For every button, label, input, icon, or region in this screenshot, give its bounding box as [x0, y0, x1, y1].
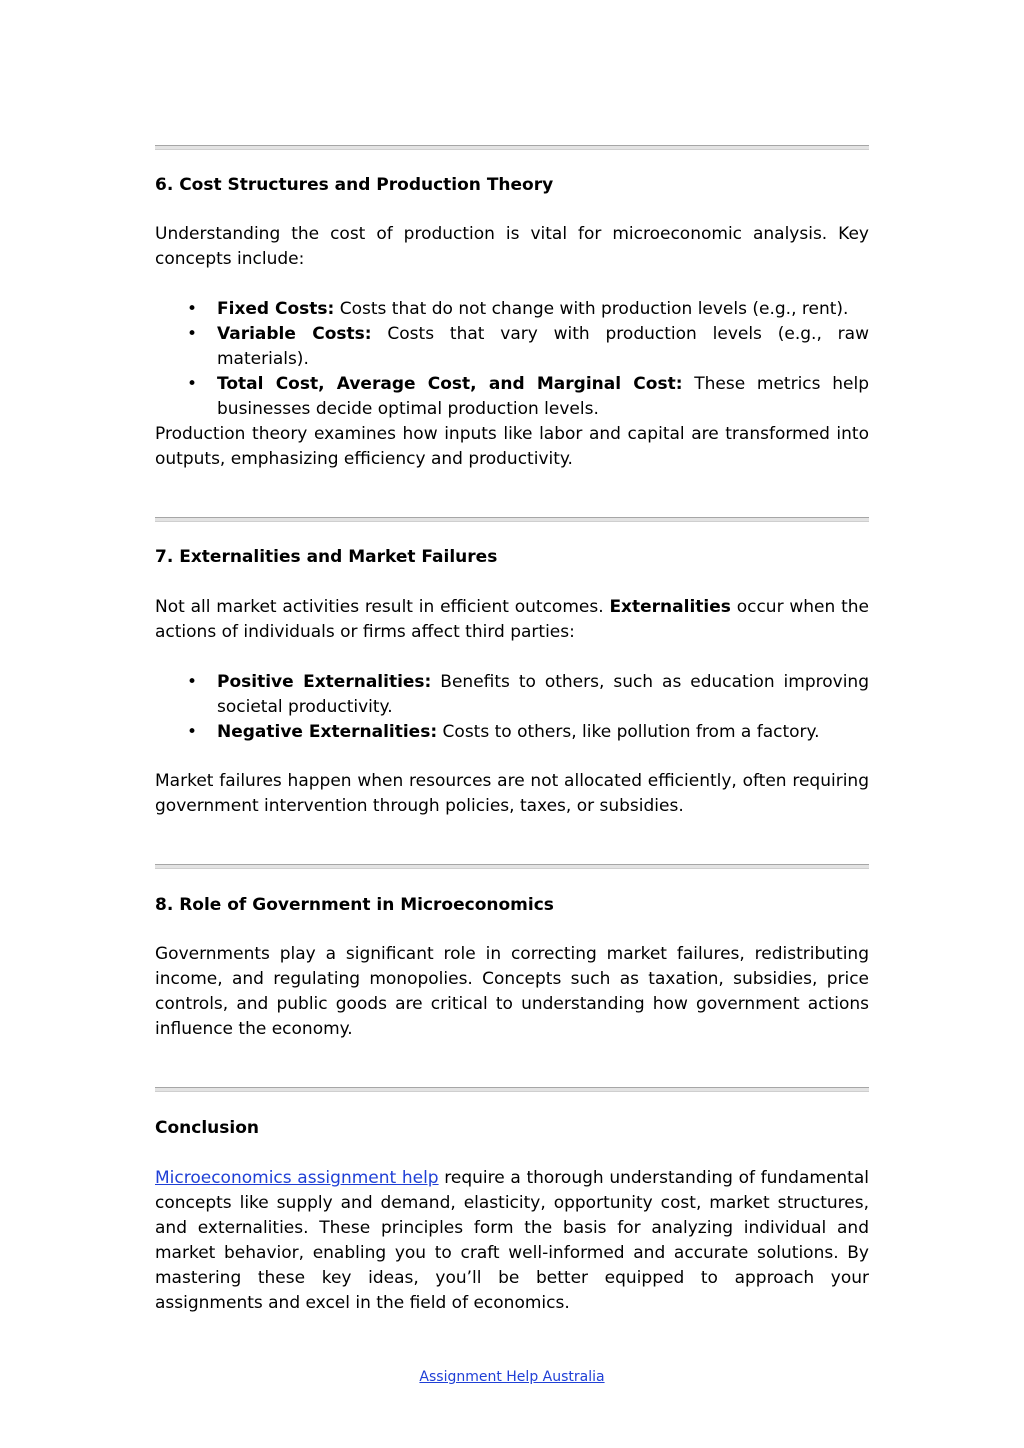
- bullet-term: Positive Externalities:: [217, 672, 432, 692]
- horizontal-rule: [155, 864, 869, 869]
- conclusion-body: [155, 1166, 869, 1316]
- section-7-closing: Market failures happen when resources are not allocated efficiently, often requiring government intervention through policies, taxes, or subsidies.: [155, 771, 869, 816]
- bullet-icon: •: [187, 324, 198, 344]
- list-item: [155, 720, 869, 745]
- section-8: [155, 893, 869, 918]
- list-item: [155, 297, 869, 322]
- section-6-heading: 6. Cost Structures and Production Theory: [155, 175, 554, 195]
- section-7-intro: [155, 595, 869, 645]
- bullet-text: Costs to others, like pollution from a factory.: [437, 722, 820, 742]
- intro-text: Not all market activities result in efficient outcomes.: [155, 597, 610, 617]
- horizontal-rule: [155, 145, 869, 150]
- section-6-intro: Understanding the cost of production is vital for microeconomic analysis. Key concepts include:: [155, 224, 869, 269]
- section-7-bullets-wrap: [155, 670, 869, 745]
- bullet-text: Costs that vary with production levels (e.g., raw materials).: [217, 324, 869, 369]
- bullet-term: Negative Externalities:: [217, 722, 438, 742]
- conclusion-heading: Conclusion: [155, 1118, 259, 1138]
- section-7-intro-wrap: [155, 595, 869, 645]
- bullet-icon: •: [187, 374, 198, 394]
- section-8-body-wrap: [155, 942, 869, 1042]
- list-item: [155, 322, 869, 372]
- bullet-icon: •: [187, 672, 198, 692]
- section-6-closing: Production theory examines how inputs like labor and capital are transformed into outputs, emphasizing efficiency and productivity.: [155, 424, 869, 469]
- bullet-icon: •: [187, 299, 198, 319]
- section-7-closing-wrap: [155, 769, 869, 819]
- list-item: [155, 670, 869, 720]
- horizontal-rule: [155, 1087, 869, 1092]
- microeconomics-assignment-help-link[interactable]: Microeconomics assignment help: [155, 1168, 439, 1188]
- horizontal-rule: [155, 517, 869, 522]
- section-8-body: Governments play a significant role in correcting market failures, redistributing income, and regulating monopolies. Concepts such as taxation, subsidies, price controls, and public goods are critical to understanding how government actions influence the economy.: [155, 944, 869, 1039]
- bullet-icon: •: [187, 722, 198, 742]
- intro-text: occur when the actions of individuals or firms affect third parties:: [155, 597, 869, 642]
- bullet-term: Fixed Costs:: [217, 299, 335, 319]
- section-8-heading: 8. Role of Government in Microeconomics: [155, 895, 554, 915]
- conclusion-text: require a thorough understanding of fundamental concepts like supply and demand, elasticity, opportunity cost, market structures, and externalities. These principles form the basis for analyzing individual and market behavior, enabling you to craft well-informed and accurate solutions. By mastering these key ideas, you’ll be better equipped to approach your assignments and excel in the field of economics.: [155, 1168, 869, 1313]
- bullet-text: Benefits to others, such as education improving societal productivity.: [217, 672, 869, 717]
- section-6-intro-wrap: [155, 222, 869, 272]
- conclusion-section: [155, 1116, 869, 1141]
- section-7-bullet-list: [155, 670, 869, 745]
- intro-bold-term: Externalities: [609, 597, 731, 617]
- bullet-text: These metrics help businesses decide optimal production levels.: [217, 374, 869, 419]
- section-6-bullets-wrap: [155, 297, 869, 422]
- section-6-closing-wrap: [155, 422, 869, 472]
- bullet-term: Total Cost, Average Cost, and Marginal Cost:: [217, 374, 683, 394]
- section-6-bullet-list: [155, 297, 869, 422]
- conclusion-body-wrap: [155, 1166, 869, 1316]
- bullet-text: Costs that do not change with production levels (e.g., rent).: [334, 299, 849, 319]
- bullet-term: Variable Costs:: [217, 324, 372, 344]
- list-item: [155, 372, 869, 422]
- section-7-heading: 7. Externalities and Market Failures: [155, 547, 498, 567]
- footer-link[interactable]: Assignment Help Australia: [419, 1369, 605, 1385]
- section-6: [155, 173, 869, 198]
- page-footer: [0, 1367, 1024, 1387]
- section-7: [155, 545, 869, 570]
